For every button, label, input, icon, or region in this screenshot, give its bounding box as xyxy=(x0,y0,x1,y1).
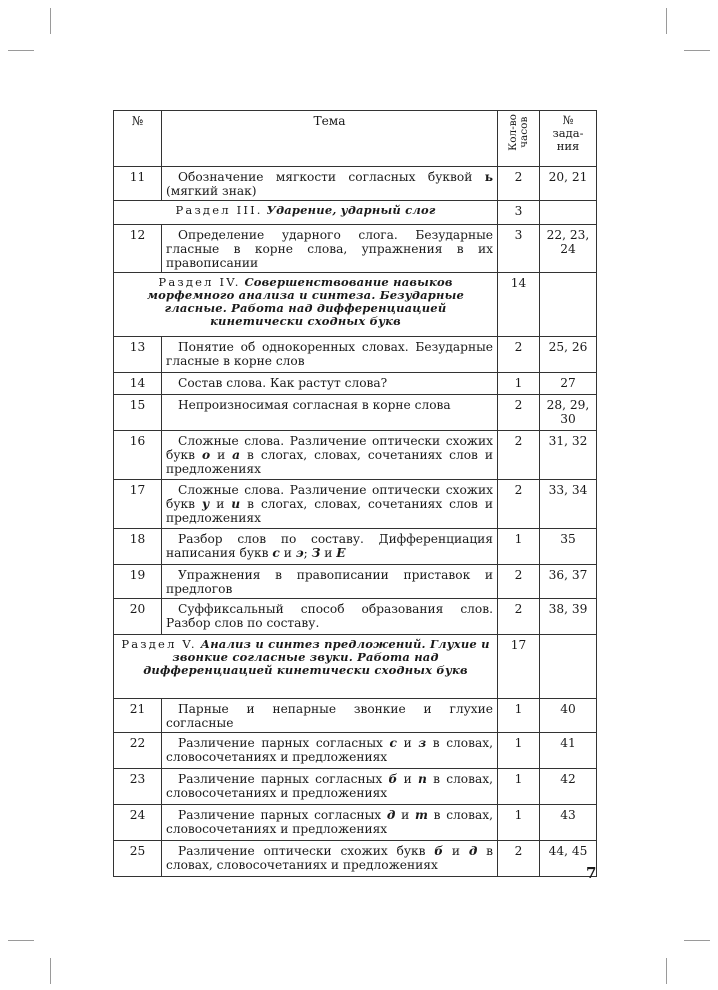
row-number: 15 xyxy=(114,395,162,431)
table-row xyxy=(114,337,597,373)
row-task: 41 xyxy=(540,733,597,769)
section-task-empty xyxy=(540,273,597,337)
row-topic: Различение оптически схожих букв б и д в словах, словосочетаниях и предложениях xyxy=(162,841,498,877)
header-hours-label: Кол-во часов xyxy=(506,114,530,151)
row-task: 35 xyxy=(540,529,597,565)
row-hours: 2 xyxy=(498,480,540,529)
crop-mark xyxy=(684,50,710,51)
header-task: № зада- ния xyxy=(540,111,597,167)
row-number: 19 xyxy=(114,565,162,599)
row-number: 23 xyxy=(114,769,162,805)
row-number: 22 xyxy=(114,733,162,769)
table-row xyxy=(114,431,597,480)
row-number: 21 xyxy=(114,699,162,733)
row-topic: Сложные слова. Различение оптически схожих букв у и и в слогах, словах, сочетаниях слов и предложениях xyxy=(162,480,498,529)
crop-mark xyxy=(684,940,710,941)
row-topic: Состав слова. Как растут слова? xyxy=(162,373,498,395)
row-task: 28, 29, 30 xyxy=(540,395,597,431)
row-task: 43 xyxy=(540,805,597,841)
table-row xyxy=(114,167,597,201)
row-number: 18 xyxy=(114,529,162,565)
section-task-empty xyxy=(540,635,597,699)
table-row xyxy=(114,373,597,395)
row-number: 13 xyxy=(114,337,162,373)
row-task: 20, 21 xyxy=(540,167,597,201)
row-topic: Различение парных согласных с и з в словах, словосочетаниях и предложениях xyxy=(162,733,498,769)
row-hours: 2 xyxy=(498,395,540,431)
row-task: 22, 23, 24 xyxy=(540,225,597,273)
row-hours: 2 xyxy=(498,431,540,480)
row-number: 14 xyxy=(114,373,162,395)
row-topic: Различение парных согласных д и т в словах, словосочетаниях и предложениях xyxy=(162,805,498,841)
row-number: 12 xyxy=(114,225,162,273)
row-task: 42 xyxy=(540,769,597,805)
crop-mark xyxy=(8,50,34,51)
table-row xyxy=(114,529,597,565)
row-topic: Непроизносимая согласная в корне слова xyxy=(162,395,498,431)
table-row xyxy=(114,395,597,431)
section-row xyxy=(114,273,597,337)
row-topic: Определение ударного слога. Безударные гласные в корне слова, упражнения в их правописании xyxy=(162,225,498,273)
row-number: 17 xyxy=(114,480,162,529)
row-task: 25, 26 xyxy=(540,337,597,373)
row-number: 20 xyxy=(114,599,162,635)
table-row xyxy=(114,733,597,769)
row-hours: 2 xyxy=(498,599,540,635)
header-topic: Тема xyxy=(162,111,498,167)
section-title: Раздел V. Анализ и синтез предложений. Глухие и звонкие согласные звуки. Работа над дифференциацией кинетически сходных букв xyxy=(114,635,498,699)
row-topic: Разбор слов по составу. Дифференциация написания букв с и э; З и Е xyxy=(162,529,498,565)
table-row xyxy=(114,699,597,733)
section-row xyxy=(114,635,597,699)
row-task: 27 xyxy=(540,373,597,395)
row-topic: Обозначение мягкости согласных буквой ь (мягкий знак) xyxy=(162,167,498,201)
row-hours: 3 xyxy=(498,225,540,273)
row-topic: Различение парных согласных б и п в словах, словосочетаниях и предложениях xyxy=(162,769,498,805)
header-number: № xyxy=(114,111,162,167)
row-task: 44, 45 xyxy=(540,841,597,877)
row-hours: 2 xyxy=(498,337,540,373)
row-hours: 2 xyxy=(498,167,540,201)
section-row xyxy=(114,201,597,225)
row-task: 36, 37 xyxy=(540,565,597,599)
row-task: 40 xyxy=(540,699,597,733)
row-hours: 2 xyxy=(498,841,540,877)
crop-mark xyxy=(50,958,51,984)
row-topic: Сложные слова. Различение оптически схожих букв о и а в слогах, словах, сочетаниях слов и предложениях xyxy=(162,431,498,480)
row-topic: Понятие об однокоренных словах. Безударные гласные в корне слов xyxy=(162,337,498,373)
lesson-plan-table xyxy=(113,110,597,877)
row-number: 24 xyxy=(114,805,162,841)
section-title: Раздел IV. Совершенствование навыков морфемного анализа и синтеза. Безударные гласные. Работа над дифференциацией кинетически сходных букв xyxy=(114,273,498,337)
section-hours: 3 xyxy=(498,201,540,225)
section-hours: 14 xyxy=(498,273,540,337)
table-row xyxy=(114,841,597,877)
section-title: Раздел III. Ударение, ударный слог xyxy=(114,201,498,225)
crop-mark xyxy=(666,8,667,34)
row-number: 25 xyxy=(114,841,162,877)
row-hours: 1 xyxy=(498,733,540,769)
crop-mark xyxy=(8,940,34,941)
table-row xyxy=(114,769,597,805)
table-row xyxy=(114,805,597,841)
row-hours: 1 xyxy=(498,529,540,565)
table-row xyxy=(114,599,597,635)
header-hours xyxy=(498,111,540,167)
page-number: 7 xyxy=(586,864,597,882)
row-number: 16 xyxy=(114,431,162,480)
row-task: 38, 39 xyxy=(540,599,597,635)
row-topic: Парные и непарные звонкие и глухие согласные xyxy=(162,699,498,733)
table-row xyxy=(114,225,597,273)
crop-mark xyxy=(666,958,667,984)
row-topic: Суффиксальный способ образования слов. Разбор слов по составу. xyxy=(162,599,498,635)
table-header-row xyxy=(114,111,597,167)
row-hours: 1 xyxy=(498,373,540,395)
section-task-empty xyxy=(540,201,597,225)
row-topic: Упражнения в правописании приставок и предлогов xyxy=(162,565,498,599)
row-hours: 1 xyxy=(498,699,540,733)
row-hours: 1 xyxy=(498,805,540,841)
row-hours: 1 xyxy=(498,769,540,805)
row-task: 33, 34 xyxy=(540,480,597,529)
row-hours: 2 xyxy=(498,565,540,599)
section-hours: 17 xyxy=(498,635,540,699)
table-row xyxy=(114,565,597,599)
row-number: 11 xyxy=(114,167,162,201)
table-row xyxy=(114,480,597,529)
crop-mark xyxy=(50,8,51,34)
row-task: 31, 32 xyxy=(540,431,597,480)
